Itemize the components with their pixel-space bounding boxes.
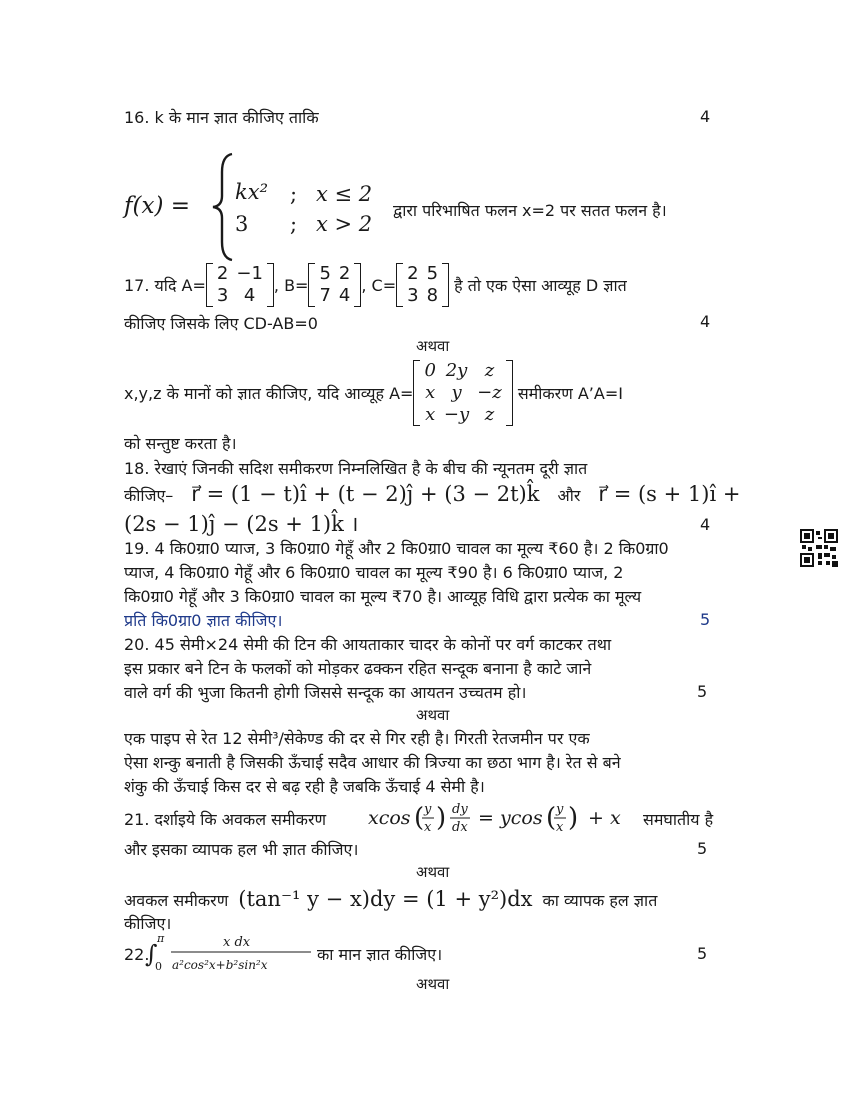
matrix-cell: 2 — [338, 263, 351, 284]
q16-fx: f(x) = — [124, 193, 191, 219]
q20-alt-line1: एक पाइप से रेत 12 सेमी³/सेकेण्ड की दर से गिर रही है। गिरती रेतजमीन पर एक — [124, 729, 590, 748]
matrix-cell: 2y — [445, 360, 468, 381]
q17-a-label: A= — [181, 275, 206, 295]
matrix-cell: 4 — [338, 285, 351, 306]
q21-tail: समघातीय है — [643, 810, 714, 829]
matrix-cell: z — [484, 360, 495, 381]
q21-marks: 5 — [697, 839, 708, 858]
q18-eq2: r⃗ = (s + 1)î + — [598, 482, 741, 506]
svg-text:x dx: x dx — [223, 935, 251, 950]
matrix-cell: x — [425, 404, 436, 425]
q21-or: अथवा — [416, 863, 450, 881]
svg-text:∫: ∫ — [145, 940, 158, 968]
q21-alt-tail: का व्यापक हल ज्ञात — [542, 891, 658, 910]
q17-prefix: 17. यदि — [124, 276, 177, 295]
svg-text:(: ( — [414, 803, 425, 833]
q18-and: और — [557, 486, 581, 505]
q21-equation — [366, 796, 638, 840]
q16-case1-cond: x ≤ 2 — [316, 182, 373, 206]
q17-line1 — [124, 263, 627, 307]
matrix-cell: −z — [477, 382, 502, 403]
q19-marks: 5 — [700, 610, 711, 629]
svg-text:x: x — [424, 820, 432, 835]
q16-case2-expr: 3 — [235, 212, 249, 236]
q17-tail: है तो एक ऐसा आव्यूह D ज्ञात — [454, 276, 627, 295]
q21-line2: और इसका व्यापक हल भी ज्ञात कीजिए। — [124, 840, 359, 859]
q16-case2-cond: x > 2 — [316, 212, 373, 236]
svg-text:dy: dy — [452, 802, 468, 817]
matrix-b — [308, 263, 361, 307]
svg-text:ycos: ycos — [500, 807, 543, 829]
q22-integral — [145, 928, 315, 978]
q18-line3: (2s − 1)ĵ − (2s + 1)k̂ । — [124, 512, 359, 536]
q20-or: अथवा — [416, 706, 450, 724]
q19-line4: प्रति कि0ग्रा0 ज्ञात कीजिए। — [124, 611, 283, 630]
q21-alt-equation: (tan⁻¹ y − x)dy = (1 + y²)dx — [238, 887, 533, 911]
matrix-cell: x — [425, 382, 436, 403]
svg-text:x: x — [610, 807, 621, 829]
svg-text:+: + — [588, 807, 604, 829]
q18-line2-prefix: कीजिए– — [124, 486, 174, 505]
q19-line3: कि0ग्रा0 गेहूँ और 3 कि0ग्रा0 चावल का मूल्य ₹70 है। आव्यूह विधि द्वारा प्रत्येक का मूल्य — [124, 587, 642, 606]
q20-line3: वाले वर्ग की भुजा कितनी होगी जिससे सन्दूक का आयतन उच्चतम हो। — [124, 683, 527, 702]
q18-line2 — [124, 482, 740, 506]
q17-alt-line2: को सन्तुष्ट करता है। — [124, 434, 237, 453]
matrix-cell: y — [451, 382, 462, 403]
matrix-cell: 3 — [407, 285, 419, 306]
q17-b-label: , B= — [273, 275, 309, 295]
q17-alt-tail: समीकरण A’A=I — [517, 384, 623, 403]
matrix-cell: 5 — [319, 263, 331, 284]
svg-text:x: x — [556, 820, 564, 835]
q19-line1: 19. 4 कि0ग्रा0 प्याज, 3 कि0ग्रा0 गेहूँ और 2 कि0ग्रा0 चावल का मूल्य ₹60 है। 2 कि0ग्रा0 — [124, 539, 669, 558]
q20-line1: 20. 45 सेमी×24 सेमी की टिन की आयताकार चादर के कोनों पर वर्ग काटकर तथा — [124, 635, 612, 654]
q18-marks: 4 — [700, 515, 711, 534]
q17-line2: कीजिए जिसके लिए CD-AB=0 — [124, 314, 318, 333]
svg-text:): ) — [568, 803, 579, 833]
q16-case1-expr: kx² — [235, 180, 268, 204]
q21-alt-line2: कीजिए। — [124, 914, 172, 933]
q16-case1-sep: ; — [290, 182, 298, 206]
q22-marks: 5 — [697, 944, 708, 963]
q16-tail: द्वारा परिभाषित फलन x=2 पर सतत फलन है। — [393, 201, 667, 220]
svg-text:xcos: xcos — [368, 807, 411, 829]
q20-marks: 5 — [697, 682, 708, 701]
q17-alt-prefix: x,y,z के मानों को ज्ञात कीजिए, यदि आव्यूह A= — [124, 384, 414, 403]
matrix-cell: 2 — [216, 263, 229, 284]
matrix-cell: 7 — [319, 285, 331, 306]
matrix-cell: 4 — [243, 285, 256, 306]
q21-alt-line1 — [124, 887, 657, 911]
svg-text:): ) — [436, 803, 447, 833]
matrix-cell: 8 — [426, 285, 439, 306]
svg-text:=: = — [478, 807, 494, 829]
svg-text:a²cos²x+b²sin²x: a²cos²x+b²sin²x — [172, 958, 268, 972]
matrix-cell: 3 — [216, 285, 229, 306]
piecewise-brace-icon — [210, 152, 236, 262]
q21-alt-prefix: अवकल समीकरण — [124, 891, 229, 910]
q17-alt-line1 — [124, 360, 623, 426]
svg-text:0: 0 — [155, 960, 162, 973]
matrix-cell: 0 — [424, 360, 436, 381]
matrix-cell: 5 — [426, 263, 439, 284]
q21-prefix: 21. दर्शाइये कि अवकल समीकरण — [124, 810, 327, 829]
matrix-alt-a — [413, 360, 512, 426]
matrix-c — [396, 263, 449, 307]
q17-marks: 4 — [700, 312, 711, 331]
svg-text:(: ( — [546, 803, 557, 833]
q18-line1: 18. रेखाएं जिनकी सदिश समीकरण निम्नलिखित है के बीच की न्यूनतम दूरी ज्ञात — [124, 459, 588, 478]
matrix-cell: −1 — [236, 263, 263, 284]
q19-line2: प्याज, 4 कि0ग्रा0 गेहूँ और 6 कि0ग्रा0 चावल का मूल्य ₹90 है। 6 कि0ग्रा0 प्याज, 2 — [124, 563, 624, 582]
q16-marks: 4 — [700, 107, 711, 126]
q18-eq1: r⃗ = (1 − t)î + (t − 2)ĵ + (3 − 2t)k̂ — [191, 482, 540, 506]
q17-c-label: , C= — [361, 275, 397, 295]
q16-text: 16. k के मान ज्ञात कीजिए ताकि — [124, 108, 319, 127]
q22-tail: का मान ज्ञात कीजिए। — [317, 945, 443, 964]
q20-alt-line2: ऐसा शन्कु बनाती है जिसकी ऊँचाई सदैव आधार की त्रिज्या का छठा भाग है। रेत से बने — [124, 753, 621, 772]
svg-text:π: π — [157, 932, 165, 945]
svg-text:y: y — [556, 802, 564, 817]
q20-alt-line3: शंकु की ऊँचाई किस दर से बढ़ रही है जबकि ऊँचाई 4 सेमी है। — [124, 777, 485, 796]
q22-or: अथवा — [416, 975, 450, 993]
matrix-cell: z — [484, 404, 495, 425]
q20-line2: इस प्रकार बने टिन के फलकों को मोड़कर ढक्कन रहित सन्दूक बनाना है काटे जाने — [124, 659, 592, 678]
q16-case2-sep: ; — [290, 212, 298, 236]
q17-or: अथवा — [416, 337, 450, 355]
matrix-a — [206, 263, 274, 307]
qr-code-icon — [800, 529, 838, 567]
q22-prefix: 22. — [124, 945, 150, 964]
matrix-cell: −y — [443, 404, 470, 425]
svg-text:dx: dx — [452, 820, 468, 835]
svg-text:y: y — [424, 802, 432, 817]
matrix-cell: 2 — [407, 263, 419, 284]
